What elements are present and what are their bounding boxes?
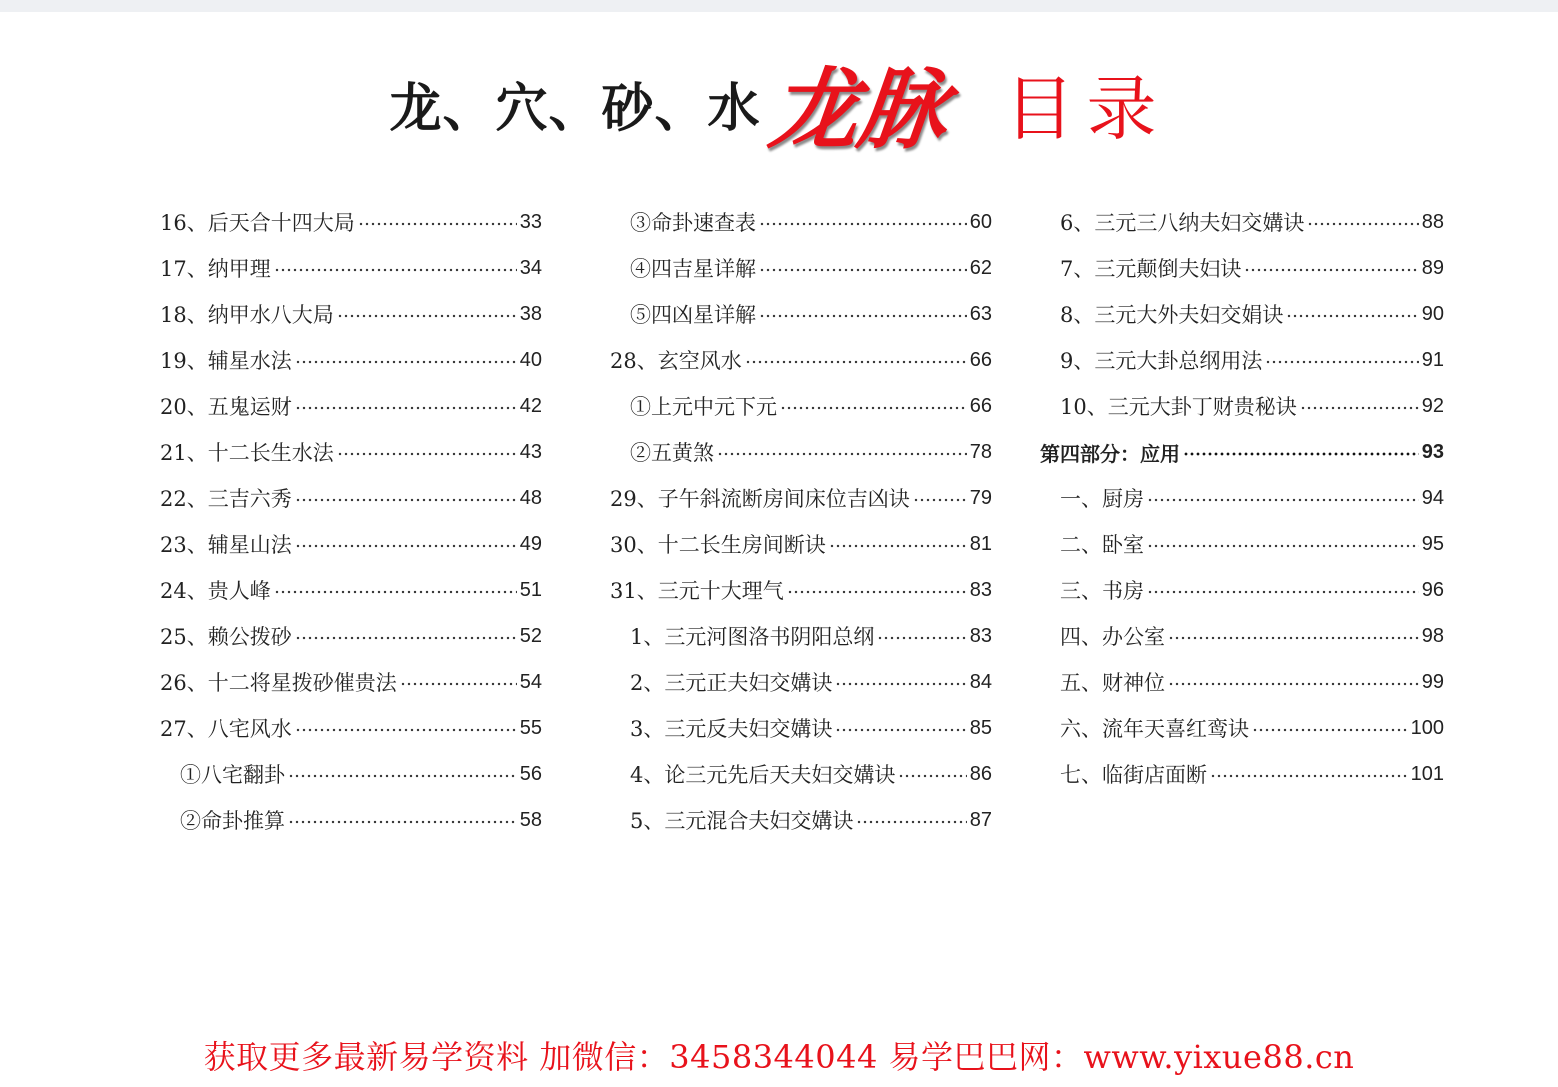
toc-entry-page: 95	[1421, 532, 1444, 555]
toc-entry-label: 四、办公室	[1060, 625, 1165, 649]
toc-entry[interactable]	[610, 521, 992, 567]
toc-entry-label: 28、玄空风水	[610, 349, 742, 373]
toc-entry-page: 81	[969, 532, 992, 555]
leader-dots	[295, 636, 517, 640]
toc-entry[interactable]	[160, 797, 542, 843]
toc-entry[interactable]	[160, 429, 542, 475]
leader-dots	[1244, 268, 1418, 272]
leader-dots	[913, 498, 967, 502]
toc-section-heading[interactable]	[1040, 429, 1444, 475]
leader-dots	[898, 774, 966, 778]
toc-entry[interactable]	[1040, 475, 1444, 521]
leader-dots	[745, 360, 967, 364]
toc-entry-page: 86	[969, 762, 992, 785]
toc-entry-page: 66	[969, 394, 992, 417]
toc-entry-label: 9、三元大卦总纲用法	[1060, 349, 1263, 373]
toc-entry-page: 33	[519, 210, 542, 233]
toc-entry-page: 43	[519, 440, 542, 463]
leader-dots	[856, 820, 966, 824]
toc-entry-label: 5、三元混合夫妇交媾诀	[630, 809, 854, 833]
toc-entry-page: 100	[1410, 716, 1444, 739]
leader-dots	[288, 820, 517, 824]
toc-entry[interactable]	[1040, 613, 1444, 659]
toc-entry-page: 52	[519, 624, 542, 647]
toc-entry-page: 98	[1421, 624, 1444, 647]
leader-dots	[1168, 636, 1419, 640]
toc-entry[interactable]	[610, 475, 992, 521]
toc-entry-page: 60	[969, 210, 992, 233]
toc-entry-page: 99	[1421, 670, 1444, 693]
toc-entry-label: 25、赖公拨砂	[160, 625, 292, 649]
toc-entry-page: 54	[519, 670, 542, 693]
toc-entry[interactable]	[1040, 199, 1444, 245]
toc-entry-label: 1、三元河图洛书阴阳总纲	[630, 625, 875, 649]
toc-column-2	[610, 199, 992, 843]
toc-entry[interactable]	[1040, 659, 1444, 705]
title-main: 目录	[1004, 67, 1169, 150]
toc-entry-page: 89	[1421, 256, 1444, 279]
toc-entry-label: 29、子午斜流断房间床位吉凶诀	[610, 487, 910, 511]
toc-entry[interactable]	[1040, 383, 1444, 429]
toc-entry-label: 6、三元三八纳夫妇交媾诀	[1060, 211, 1305, 235]
leader-dots	[1210, 774, 1408, 778]
toc-entry[interactable]	[610, 291, 992, 337]
leader-dots	[295, 406, 517, 410]
toc-entry[interactable]	[160, 383, 542, 429]
toc-column-3	[1040, 199, 1444, 797]
toc-section-label: 第四部分：应用	[1040, 441, 1180, 466]
toc-entry[interactable]	[610, 705, 992, 751]
leader-dots	[295, 498, 517, 502]
leader-dots	[358, 222, 517, 226]
footer-promo-text: 获取更多最新易学资料 加微信：3458344044 易学巴巴网：www.yixue88.cn	[203, 1038, 1355, 1076]
toc-entry[interactable]	[1040, 245, 1444, 291]
toc-entry[interactable]	[160, 475, 542, 521]
top-toolbar-strip	[0, 0, 1558, 12]
toc-entry[interactable]	[1040, 521, 1444, 567]
toc-entry[interactable]	[1040, 567, 1444, 613]
toc-entry[interactable]	[160, 613, 542, 659]
toc-entry[interactable]	[160, 245, 542, 291]
leader-dots	[877, 636, 966, 640]
toc-entry[interactable]	[160, 199, 542, 245]
toc-entry-page: 78	[969, 440, 992, 463]
toc-entry[interactable]	[610, 337, 992, 383]
toc-entry-page: 58	[519, 808, 542, 831]
toc-entry-page: 62	[969, 256, 992, 279]
toc-entry-page: 34	[519, 256, 542, 279]
toc-entry-label: ②五黄煞	[630, 441, 714, 465]
toc-entry[interactable]	[160, 659, 542, 705]
leader-dots	[295, 544, 517, 548]
toc-entry-page: 40	[519, 348, 542, 371]
leader-dots	[274, 268, 517, 272]
toc-entry-page: 83	[969, 578, 992, 601]
toc-entry-page: 88	[1421, 210, 1444, 233]
toc-entry-label: 五、财神位	[1060, 671, 1165, 695]
toc-entry-page: 56	[519, 762, 542, 785]
toc-entry-label: 三、书房	[1060, 579, 1144, 603]
toc-entry-label: 27、八宅风水	[160, 717, 292, 741]
leader-dots	[1168, 682, 1419, 686]
toc-entry-label: ③命卦速查表	[630, 211, 756, 235]
toc-entry[interactable]	[160, 567, 542, 613]
toc-entry-label: 21、十二长生水法	[160, 441, 334, 465]
toc-entry-label: 2、三元正夫妇交媾诀	[630, 671, 833, 695]
leader-dots	[400, 682, 517, 686]
toc-entry-label: 4、论三元先后天夫妇交媾诀	[630, 763, 896, 787]
leader-dots	[717, 452, 967, 456]
toc-entry-label: 二、卧室	[1060, 533, 1144, 557]
toc-entry-page: 84	[969, 670, 992, 693]
toc-entry-label: 3、三元反夫妇交媾诀	[630, 717, 833, 741]
toc-entry[interactable]	[160, 705, 542, 751]
toc-entry[interactable]	[160, 291, 542, 337]
toc-entry-label: ①上元中元下元	[630, 395, 777, 419]
toc-entry-page: 96	[1421, 578, 1444, 601]
toc-entry-page: 51	[519, 578, 542, 601]
toc-entry[interactable]	[1040, 751, 1444, 797]
toc-entry-label: 六、流年天喜红鸾诀	[1060, 717, 1249, 741]
toc-entry[interactable]	[160, 521, 542, 567]
leader-dots	[759, 222, 967, 226]
toc-entry-page: 42	[519, 394, 542, 417]
toc-entry-page: 63	[969, 302, 992, 325]
toc-entry-label: 24、贵人峰	[160, 579, 271, 603]
leader-dots	[780, 406, 967, 410]
leader-dots	[295, 728, 517, 732]
toc-entry[interactable]	[610, 751, 992, 797]
leader-dots	[1147, 590, 1419, 594]
toc-entry[interactable]	[610, 613, 992, 659]
toc-entry[interactable]	[160, 751, 542, 797]
toc-section-page: 93	[1421, 440, 1444, 463]
leader-dots	[835, 682, 966, 686]
leader-dots	[759, 268, 967, 272]
toc-entry-label: ①八宅翻卦	[180, 763, 285, 787]
leader-dots	[274, 590, 517, 594]
leader-dots	[835, 728, 966, 732]
leader-dots	[337, 314, 517, 318]
toc-entry-page: 92	[1421, 394, 1444, 417]
toc-entry-page: 48	[519, 486, 542, 509]
leader-dots	[1307, 222, 1418, 226]
toc-entry-label: ②命卦推算	[180, 809, 285, 833]
toc-entry-label: ⑤四凶星详解	[630, 303, 756, 327]
leader-dots	[1147, 498, 1419, 502]
toc-entry-label: 20、五鬼运财	[160, 395, 292, 419]
toc-entry[interactable]	[610, 797, 992, 843]
title-brand: 龙脉	[764, 57, 952, 161]
toc-entry-page: 85	[969, 716, 992, 739]
toc-entry-page: 79	[969, 486, 992, 509]
page-title	[0, 48, 1558, 161]
leader-dots	[787, 590, 967, 594]
toc-entry-label: 22、三吉六秀	[160, 487, 292, 511]
toc-entry-label: 26、十二将星拨砂催贵法	[160, 671, 397, 695]
toc-entry-label: 31、三元十大理气	[610, 579, 784, 603]
toc-entry[interactable]	[610, 659, 992, 705]
toc-entry-label: 七、临街店面断	[1060, 763, 1207, 787]
toc-column-1	[160, 199, 542, 843]
leader-dots	[1252, 728, 1408, 732]
toc-entry-page: 66	[969, 348, 992, 371]
toc-entry-page: 38	[519, 302, 542, 325]
leader-dots	[1147, 544, 1419, 548]
toc-entry-label: 19、辅星水法	[160, 349, 292, 373]
leader-dots	[295, 360, 517, 364]
leader-dots	[337, 452, 517, 456]
toc-entry[interactable]	[1040, 291, 1444, 337]
toc-entry[interactable]	[610, 429, 992, 475]
toc-entry-page: 101	[1410, 762, 1444, 785]
toc-entry-page: 83	[969, 624, 992, 647]
leader-dots	[759, 314, 967, 318]
toc-entry[interactable]	[610, 245, 992, 291]
toc-entry-label: 16、后天合十四大局	[160, 211, 355, 235]
toc-entry-page: 55	[519, 716, 542, 739]
toc-entry[interactable]	[610, 383, 992, 429]
toc-entry[interactable]	[160, 337, 542, 383]
toc-entry-page: 90	[1421, 302, 1444, 325]
toc-entry-label: 7、三元颠倒夫妇诀	[1060, 257, 1242, 281]
toc-entry-label: 30、十二长生房间断诀	[610, 533, 826, 557]
leader-dots	[1286, 314, 1418, 318]
toc-entry[interactable]	[1040, 337, 1444, 383]
leader-dots	[1300, 406, 1419, 410]
toc-entry-page: 87	[969, 808, 992, 831]
toc-entry-page: 94	[1421, 486, 1444, 509]
toc-entry-label: 18、纳甲水八大局	[160, 303, 334, 327]
leader-dots	[1265, 360, 1418, 364]
toc-entry-page: 91	[1421, 348, 1444, 371]
leader-dots	[1183, 452, 1419, 456]
toc-entry-label: 8、三元大外夫妇交娟诀	[1060, 303, 1284, 327]
title-prefix: 龙、穴、砂、水	[389, 77, 761, 139]
toc-entry-label: 23、辅星山法	[160, 533, 292, 557]
toc-entry-label: ④四吉星详解	[630, 257, 756, 281]
leader-dots	[829, 544, 967, 548]
toc-entry[interactable]	[1040, 705, 1444, 751]
toc-entry-label: 一、厨房	[1060, 487, 1144, 511]
leader-dots	[288, 774, 517, 778]
toc-entry-label: 10、三元大卦丁财贵秘诀	[1060, 395, 1297, 419]
toc-entry-label: 17、纳甲理	[160, 257, 271, 281]
toc-entry[interactable]	[610, 567, 992, 613]
toc-entry[interactable]	[610, 199, 992, 245]
toc-entry-page: 49	[519, 532, 542, 555]
